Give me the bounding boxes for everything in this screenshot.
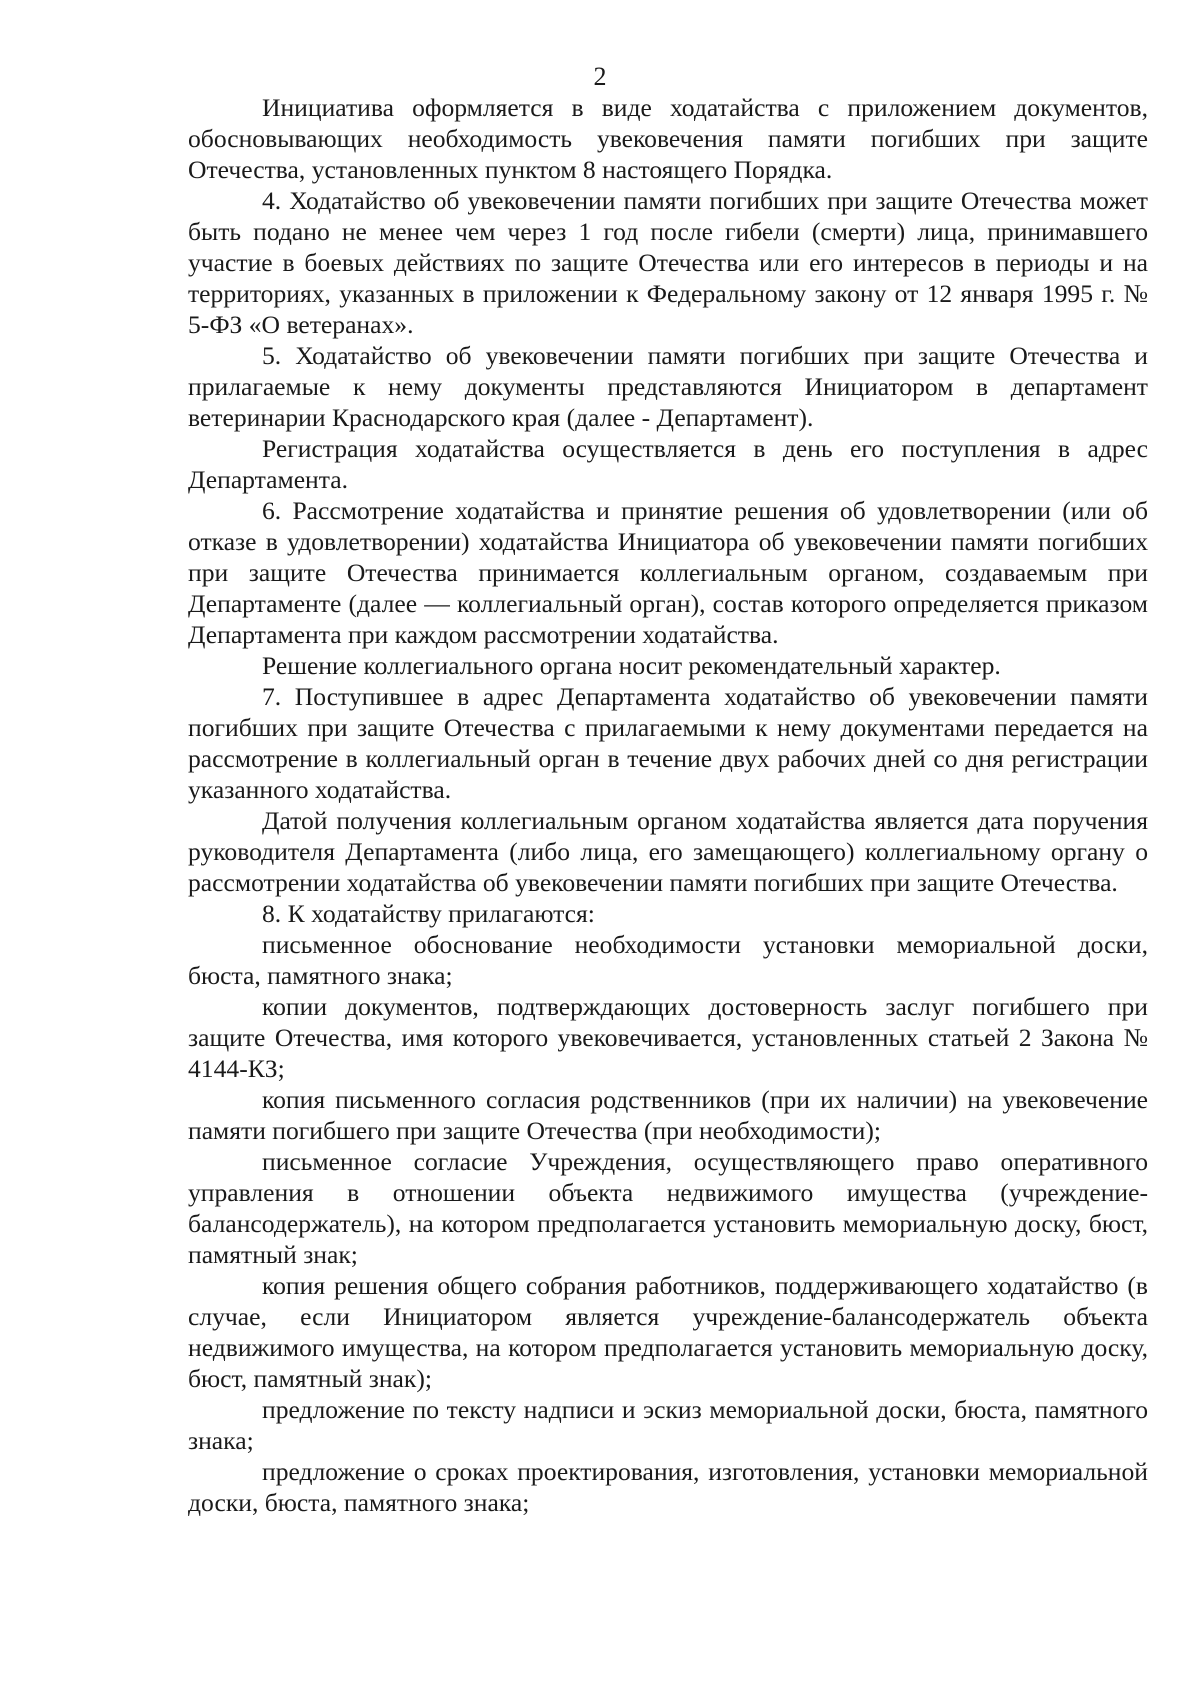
paragraph-item-4: 4. Ходатайство об увековечении памяти погибших при защите Отечества может быть подано не менее чем через 1 год после гибели (смерти) лица, принимавшего участие в боевых действиях по защите Отечества или его интересов в периоды и на территориях, указанных в приложении к Федеральному закону от 12 января 1995 г. № 5-ФЗ «О ветеранах». [188, 186, 1148, 339]
list-item-timeline-proposal: предложение о сроках проектирования, изготовления, установки мемориальной доски, бюста, памятного знака; [188, 1457, 1148, 1517]
list-item-merit-documents: копии документов, подтверждающих достоверность заслуг погибшего при защите Отечества, имя которого увековечивается, установленных статьей 2 Закона № 4144-КЗ; [188, 992, 1148, 1083]
list-item-justification: письменное обоснование необходимости установки мемориальной доски, бюста, памятного знака; [188, 930, 1148, 990]
list-item-meeting-decision: копия решения общего собрания работников, поддерживающего ходатайство (в случае, если Инициатором является учреждение-балансодержатель объекта недвижимого имущества, на котором предполагается установить мемориальную доску, бюст, памятный знак); [188, 1271, 1148, 1393]
paragraph-item-8: 8. К ходатайству прилагаются: [262, 899, 595, 928]
paragraph-item-7: 7. Поступившее в адрес Департамента ходатайство об увековечении памяти погибших при защите Отечества с прилагаемыми к нему документами передается на рассмотрение в коллегиальный орган в течение двух рабочих дней со дня регистрации указанного ходатайства. [188, 682, 1148, 804]
paragraph-receipt-date: Датой получения коллегиальным органом ходатайства является дата поручения руководителя Департамента (либо лица, его замещающего) коллегиальному органу о рассмотрении ходатайства об увековечении памяти погибших при защите Отечества. [188, 806, 1148, 897]
paragraph-initiative-form: Инициатива оформляется в виде ходатайства с приложением документов, обосновывающих необходимость увековечения памяти погибших при защите Отечества, установленных пунктом 8 настоящего Порядка. [188, 93, 1148, 184]
list-item-institution-consent: письменное согласие Учреждения, осуществляющего право оперативного управления в отношении объекта недвижимого имущества (учреждение-балансодержатель), на котором предполагается установить мемориальную доску, бюст, памятный знак; [188, 1147, 1148, 1269]
paragraph-decision-advisory: Решение коллегиального органа носит рекомендательный характер. [262, 651, 1001, 680]
document-body [188, 92, 1148, 1518]
page-number: 2 [593, 62, 607, 91]
list-item-relatives-consent: копия письменного согласия родственников (при их наличии) на увековечение памяти погибшего при защите Отечества (при необходимости); [188, 1085, 1148, 1145]
paragraph-registration: Регистрация ходатайства осуществляется в день его поступления в адрес Департамента. [188, 434, 1148, 494]
paragraph-item-6: 6. Рассмотрение ходатайства и принятие решения об удовлетворении (или об отказе в удовлетворении) ходатайства Инициатора об увековечении памяти погибших при защите Отечества принимается коллегиальным органом, создаваемым при Департаменте (далее — коллегиальный орган), состав которого определяется приказом Департамента при каждом рассмотрении ходатайства. [188, 496, 1148, 649]
paragraph-item-5: 5. Ходатайство об увековечении памяти погибших при защите Отечества и прилагаемые к нему документы представляются Инициатором в департамент ветеринарии Краснодарского края (далее - Департамент). [188, 341, 1148, 432]
list-item-inscription-proposal: предложение по тексту надписи и эскиз мемориальной доски, бюста, памятного знака; [188, 1395, 1148, 1455]
